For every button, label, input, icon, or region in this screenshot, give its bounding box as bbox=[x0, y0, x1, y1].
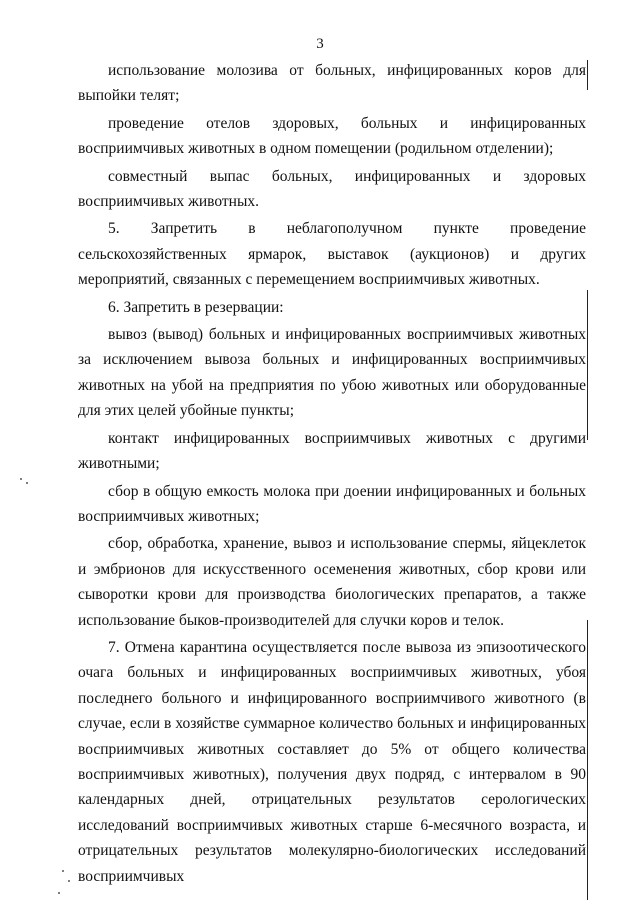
paragraph-grazing: совместный выпас больных, инфицированных и здоровых восприимчивых животных. bbox=[78, 167, 586, 211]
scan-speck bbox=[26, 482, 28, 484]
scan-edge-line bbox=[587, 60, 588, 90]
paragraph-item-5: 5. Запретить в неблагополучном пункте проведение сельскохозяйственных ярмарок, выставок (аукционов) и других мероприятий, связанных с перемещением восприимчивых животных. bbox=[78, 220, 586, 289]
paragraph-item-7: 7. Отмена карантина осуществляется после вывоза из эпизоотического очага больных и инфицированных восприимчивых животных, убоя последнего больного и инфицированного восприимчивого животного (в случае, если в хозяйстве суммарное количество больных и инфицированных восприимчивых животных составляет до 5% от общего количества восприимчивых животных), получения двух подряд, с интервалом в 90 календарных дней, отрицательных результатов серологических исследований восприимчивых животных старше 6-месячного возраста, и отрицательных результатов молекулярно-биологических исследований восприимчивых bbox=[78, 638, 586, 885]
paragraph-export: вывоз (вывод) больных и инфицированных восприимчивых животных за исключением вывоза больных и инфицированных восприимчивых животных на убой на предприятия по убою животных или оборудованные для этих целей убойные пункты; bbox=[78, 326, 586, 420]
paragraph-item-6: 6. Запретить в резервации: bbox=[108, 298, 284, 316]
paragraph-milk: сбор в общую емкость молока при доении инфицированных и больных восприимчивых животных; bbox=[78, 482, 586, 525]
scan-edge-line bbox=[587, 290, 588, 440]
scan-edge-line bbox=[587, 620, 588, 900]
scan-speck bbox=[68, 880, 70, 882]
document-body bbox=[78, 58, 586, 889]
paragraph-contact: контакт инфицированных восприимчивых животных с другими животными; bbox=[78, 429, 586, 473]
paragraph-semen: сбор, обработка, хранение, вывоз и использование спермы, яйцеклеток и эмбрионов для искусственного осеменения животных, сбор крови или сыворотки крови для производства биологических препаратов, а также использование быков-производителей для случки коров и телок. bbox=[78, 535, 586, 629]
scan-speck bbox=[20, 478, 22, 480]
paragraph-calving: проведение отелов здоровых, больных и инфицированных восприимчивых животных в одном помещении (родильном отделении); bbox=[78, 114, 586, 158]
paragraph-colostrum: использование молозива от больных, инфицированных коров для выпойки телят; bbox=[78, 62, 586, 105]
scan-speck bbox=[58, 892, 60, 894]
page-number: 3 bbox=[316, 36, 324, 52]
scan-speck bbox=[62, 870, 64, 872]
